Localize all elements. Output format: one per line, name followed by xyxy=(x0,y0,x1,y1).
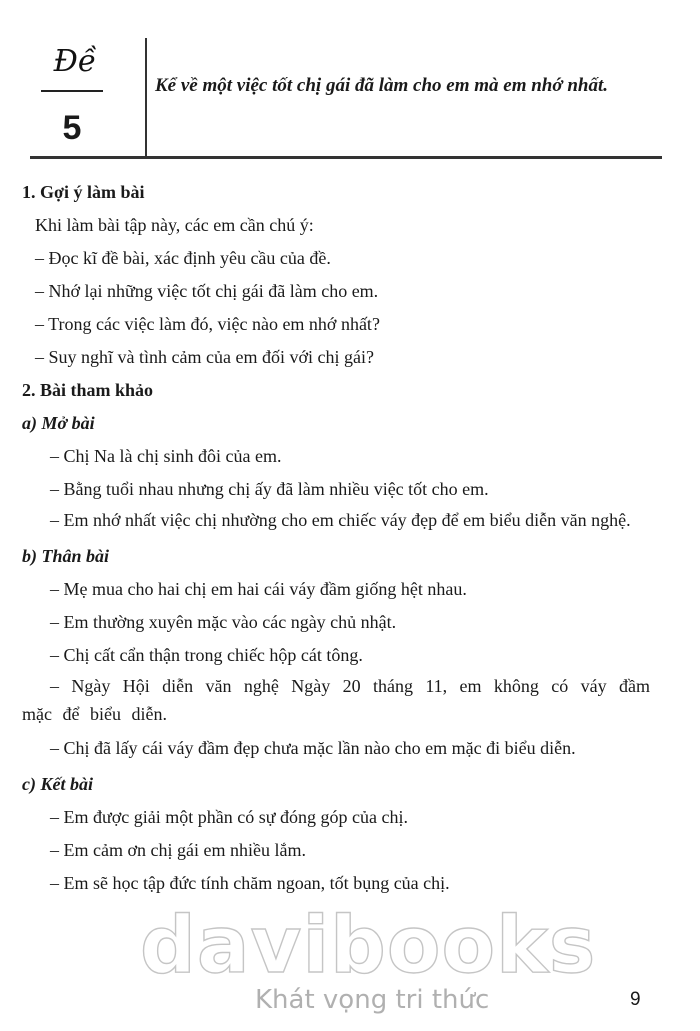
hint-item: – Suy nghĩ và tình cảm của em đối với chị gái? xyxy=(35,347,374,367)
part-a-item: – Bằng tuổi nhau nhưng chị ấy đã làm nhiều việc tốt cho em. xyxy=(50,479,489,499)
part-a-item: – Chị Na là chị sinh đôi của em. xyxy=(50,446,282,466)
page-number: 9 xyxy=(630,989,641,1010)
part-c-item: – Em sẽ học tập đức tính chăm ngoan, tốt bụng của chị. xyxy=(50,873,450,893)
part-b-item: – Chị cất cẩn thận trong chiếc hộp cát tông. xyxy=(50,645,363,665)
part-a-title: a) Mở bài xyxy=(22,413,95,433)
publisher-watermark: davibooks xyxy=(140,901,597,991)
section-heading-hints: 1. Gợi ý làm bài xyxy=(22,182,145,202)
part-b-item: – Chị đã lấy cái váy đầm đẹp chưa mặc lần nào cho em mặc đi biểu diễn. xyxy=(50,738,576,758)
part-c-item: – Em được giải một phần có sự đóng góp của chị. xyxy=(50,807,408,827)
part-c-title: c) Kết bài xyxy=(22,774,93,794)
exercise-label: Đề xyxy=(53,44,97,79)
exercise-number: 5 xyxy=(62,109,82,147)
publisher-tagline: Khát vọng tri thức xyxy=(255,985,490,1015)
part-b-item: – Ngày Hội diễn văn nghệ Ngày 20 tháng 11, em không có váy đầm mặc để biểu diễn. xyxy=(22,676,650,724)
part-a-item: – Em nhớ nhất việc chị nhường cho em chiếc váy đẹp để em biểu diễn văn nghệ. xyxy=(50,510,631,530)
hints-intro: Khi làm bài tập này, các em cần chú ý: xyxy=(35,215,314,235)
page-content xyxy=(22,176,650,900)
header-bottom-rule xyxy=(30,156,662,159)
label-divider xyxy=(41,90,103,92)
part-c-item: – Em cảm ơn chị gái em nhiều lắm. xyxy=(50,840,306,860)
exercise-title: Kể về một việc tốt chị gái đã làm cho em mà em nhớ nhất. xyxy=(155,75,608,96)
part-b-item: – Mẹ mua cho hai chị em hai cái váy đầm giống hệt nhau. xyxy=(50,579,467,599)
exercise-header xyxy=(0,0,700,160)
header-vertical-divider xyxy=(145,38,147,158)
hint-item: – Đọc kĩ đề bài, xác định yêu cầu của đề. xyxy=(35,248,331,268)
part-b-item: – Em thường xuyên mặc vào các ngày chủ nhật. xyxy=(50,612,397,632)
section-heading-reference: 2. Bài tham khảo xyxy=(22,380,154,400)
part-b-title: b) Thân bài xyxy=(22,546,110,566)
hint-item: – Trong các việc làm đó, việc nào em nhớ nhất? xyxy=(35,314,380,334)
exercise-label-box xyxy=(40,42,110,147)
hint-item: – Nhớ lại những việc tốt chị gái đã làm cho em. xyxy=(35,281,379,301)
